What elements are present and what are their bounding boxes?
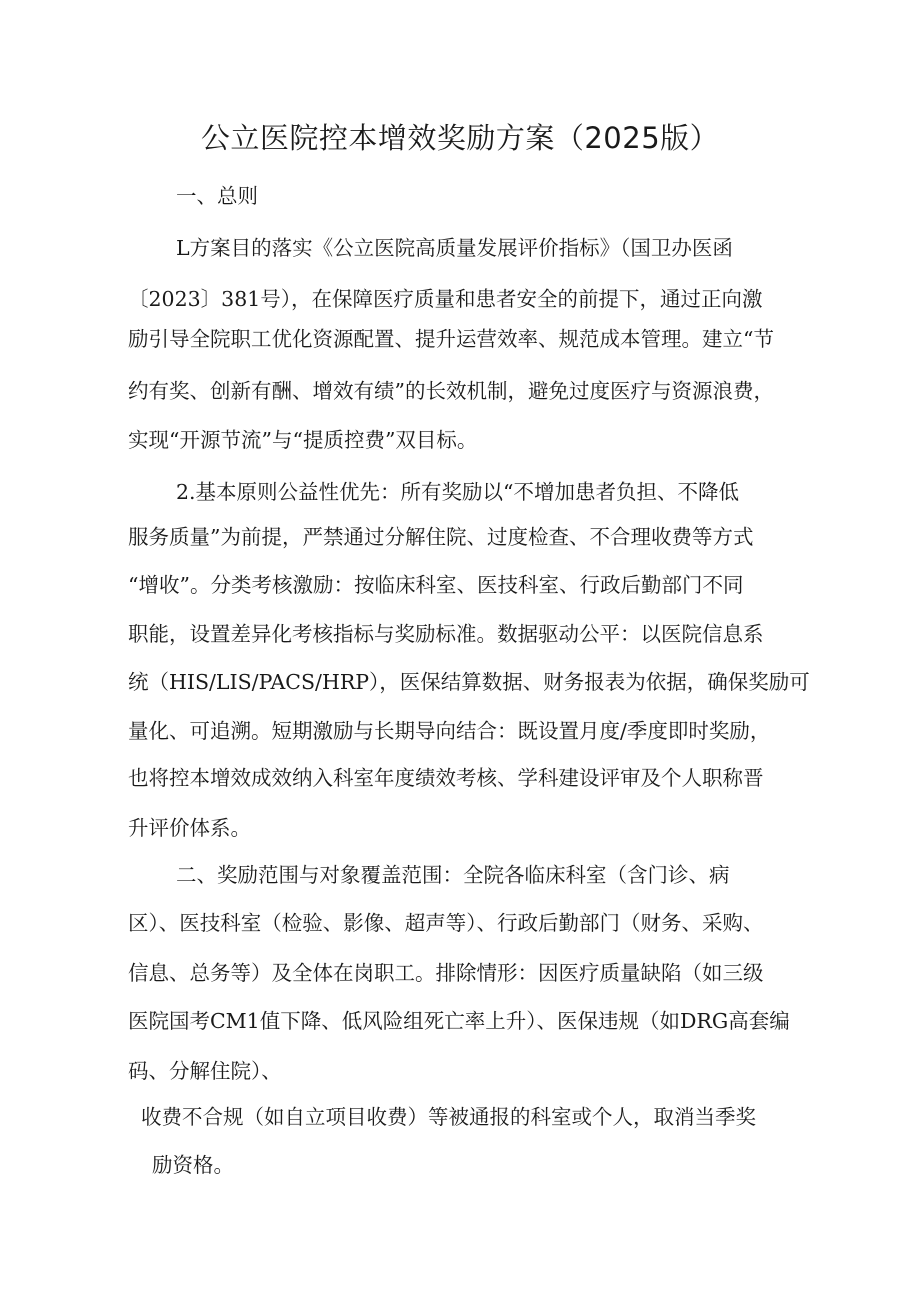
paragraph-line: 也将控本增效成效纳入科室年度绩效考核、学科建设评审及个人职称晋 [128, 766, 764, 790]
paragraph-line: 量化、可追溯。短期激励与长期导向结合：既设置月度/季度即时奖励， [128, 719, 771, 743]
section-heading-scope: 二、奖励范围与对象覆盖范围：全院各临床科室（含门诊、病 [176, 863, 730, 887]
paragraph-line: 服务质量”为前提，严禁通过分解住院、过度检查、不合理收费等方式 [128, 525, 754, 549]
paragraph-line: 〔2023〕381号），在保障医疗质量和患者安全的前提下，通过正向激 [128, 287, 763, 311]
paragraph-line: 励资格。 [152, 1153, 234, 1177]
paragraph-line: 约有奖、创新有酬、增效有绩”的长效机制，避免过度医疗与资源浪费， [128, 379, 774, 403]
paragraph-line: 医院国考CM1值下降、低风险组死亡率上升）、医保违规（如DRG高套编 [128, 1009, 790, 1033]
paragraph-line: 2.基本原则公益性优先：所有奖励以“不增加患者负担、不降低 [176, 480, 740, 504]
paragraph-line: 职能，设置差异化考核指标与奖励标准。数据驱动公平：以医院信息系 [128, 622, 764, 646]
paragraph-line: 信息、总务等）及全体在岗职工。排除情形：因医疗质量缺陷（如三级 [128, 961, 764, 985]
paragraph-line: 收费不合规（如自立项目收费）等被通报的科室或个人，取消当季奖 [141, 1105, 756, 1129]
section-heading-general: 一、总则 [176, 184, 258, 208]
paragraph-line: L方案目的落实《公立医院高质量发展评价指标》（国卫办医函 [176, 236, 733, 260]
paragraph-line: 实现“开源节流”与“提质控费”双目标。 [128, 428, 478, 452]
paragraph-line: “增收”。分类考核激励：按临床科室、医技科室、行政后勤部门不同 [128, 573, 744, 597]
document-title: 公立医院控本增效奖励方案（2025版） [200, 121, 720, 155]
paragraph-line: 励引导全院职工优化资源配置、提升运营效率、规范成本管理。建立“节 [128, 327, 774, 351]
paragraph-line: 区）、医技科室（检验、影像、超声等）、行政后勤部门（财务、采购、 [128, 911, 764, 935]
paragraph-line: 码、分解住院）、 [128, 1059, 282, 1083]
paragraph-line: 升评价体系。 [128, 816, 251, 840]
paragraph-line: 统（HIS/LIS/PACS/HRP），医保结算数据、财务报表为依据，确保奖励可 [128, 670, 810, 694]
